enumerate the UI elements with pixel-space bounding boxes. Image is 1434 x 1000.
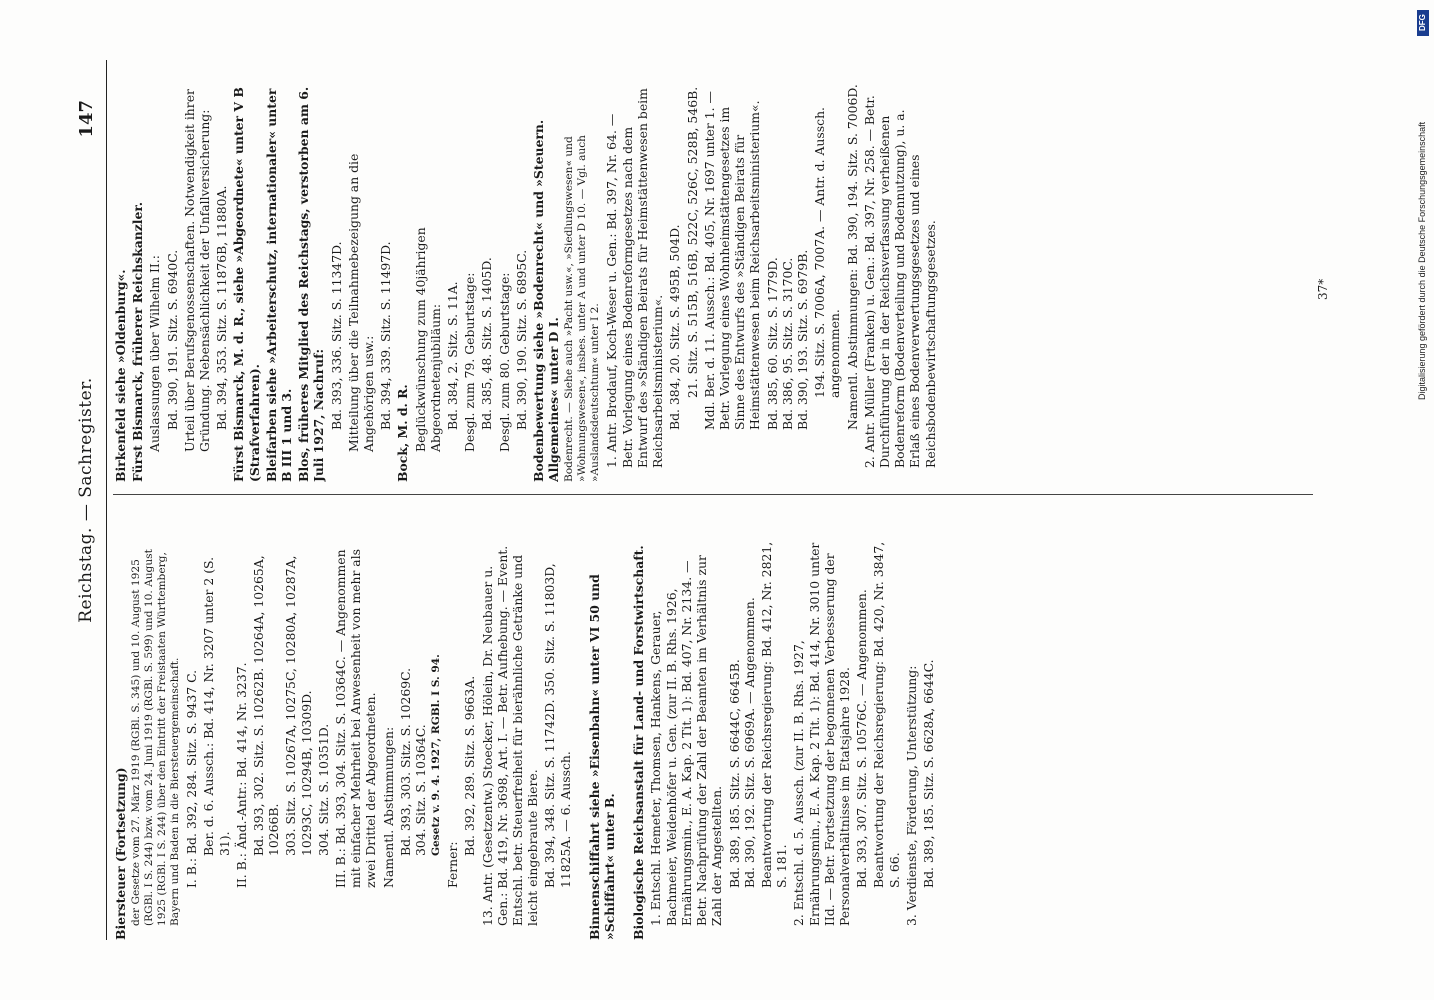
right-column-entry: Urteil über Berufsgenossenschaften. Notwendigkeit ihrer Gründung. Nebensächlichkeit der Unfallversicherung: bbox=[181, 89, 213, 452]
running-head bbox=[76, 0, 106, 1000]
dfg-logo-icon: DFG bbox=[1417, 10, 1429, 36]
signature-mark: 37* bbox=[1316, 278, 1330, 300]
left-column-entry: Ferner: bbox=[445, 841, 461, 888]
left-column-headword: Biersteuer (Fortsetzung) bbox=[113, 767, 128, 940]
left-column-entry: II. B.: Änd.-Antr.: Bd. 414, Nr. 3237. bbox=[233, 662, 249, 888]
right-column-headword: Bleifarben siehe »Arbeiterschutz, internationaler« unter B III 1 und 3. bbox=[263, 88, 295, 482]
right-column-entry: Bd. 390, 191. Sitz. S. 6940C. bbox=[164, 249, 180, 430]
left-column-entry: III. B.: Bd. 393, 304. Sitz. S. 10364C. — Angenommen mit einfacher Mehrheit bei Anwesenheit von mehr als zwei Drittel der Abgeordneten. bbox=[333, 548, 379, 888]
right-column-headword: Fürst Bismarck, früherer Reichskanzler. bbox=[130, 201, 146, 482]
left-column-entry: I. B.: Bd. 392, 284. Sitz. S. 9437 C. bbox=[184, 669, 200, 888]
right-column-entry: 1. Antr. Brodauf, Koch-Weser u. Gen.: Bd. 397, Nr. 64. — Betr. Vorlegung eines Bodenreformgesetzes nach dem Entwurf des »Ständigen Beirats für Heimstättenwesen beim Reichsarbeitsministerium«. bbox=[604, 88, 666, 468]
left-column-entry: 1. Entschl. Hemeter, Thomsen, Hankens, Gerauer, Bachmeier, Weidenhöfer u. Gen. (zur II. B. Rhs. 1926, Ernährungsmin., E. A. Kap. 2 Tit. 1): Bd. 407, Nr. 2134. — Betr. Nachprüfung der Zahl der Beamten im Verhältnis zur Zahl der Angestellten. bbox=[648, 555, 725, 926]
column-divider bbox=[113, 494, 1313, 495]
spacer bbox=[575, 540, 585, 940]
left-column-headword: Biologische Reichsanstalt für Land- und Forstwirtschaft. bbox=[631, 545, 647, 940]
left-column-entry: 304. Sitz. S. 10351D. bbox=[315, 723, 331, 856]
left-column-entry: Gesetz v. 9. 4. 1927, RGBl. I S. 94. bbox=[430, 654, 443, 856]
left-column-entry: 2. Entschl. d. 5. Aussch. (zur II. B. Rhs. 1927, Ernährungsmin., E. A. Kap. 2 Tit. 1): Bd. 414, Nr. 3010 unter IId. — Betr. Fortsetzung der begonnenen Verbesserung der Personalverhältnisse im Etatsjahre 1928. bbox=[791, 542, 852, 926]
right-column-entry: Bd. 384, 20. Sitz. S. 495B, 504D. bbox=[667, 224, 683, 430]
right-column bbox=[113, 82, 1333, 482]
left-column-entry: Ber. d. 6. Aussch.: Bd. 414, Nr. 3207 unter 2 (S. 31). bbox=[201, 556, 232, 856]
page-number: 147 bbox=[76, 100, 97, 138]
right-column-headword: Fürst Bismarck, M. d. R., siehe »Abgeordnete« unter V B (Strafverfahren). bbox=[231, 87, 262, 482]
right-column-entry: 21. Sitz. S. 515B, 516B, 522C, 526C, 528B, 546B. bbox=[684, 86, 700, 398]
right-column-entry: Bodenrecht. — Siehe auch »Pacht usw.«, »Siedlungswesen« und »Wohnungswesen«, insbes. unter A und unter D 10. — Vgl. auch »Auslandsdeutschtum« unter I 2. bbox=[563, 135, 602, 482]
funding-note: Digitalisierung gefördert durch die Deutsche Forschungsgemeinschaft bbox=[1417, 121, 1427, 400]
right-column-entry: Auslassungen über Wilhelm II.: bbox=[147, 255, 163, 452]
right-column-entry: 194. Sitz. S. 7006A, 7007A. — Antr. d. Aussch. angenommen. bbox=[812, 107, 843, 398]
right-column-headword: Bock, M. d. R. bbox=[395, 384, 411, 482]
right-column-entry: Namentl. Abstimmungen: Bd. 390, 194. Sitz. S. 7006D. bbox=[844, 84, 860, 430]
right-column-entry: Desgl. zum 80. Geburtstage: bbox=[496, 272, 512, 452]
right-column-entry: Bd. 384, 2. Sitz. S. 11A. bbox=[445, 281, 461, 430]
left-column-entry: Bd. 393, 302. Sitz. S. 10262B. 10264A, 10265A, 10266B. bbox=[251, 555, 282, 856]
right-column-entry: Desgl. zum 79. Geburtstage: bbox=[462, 272, 478, 452]
left-column-entry: Beantwortung der Reichsregierung: Bd. 412, Nr. 2821, S. 181. bbox=[758, 541, 790, 888]
left-column-entry: der Gesetze vom 27. März 1919 (RGBl. S. 345) und 10. August 1925 (RGBl. I S. 244) bzw. vom 24. Juni 1919 (RGBl. S. 599) und 10. August 1925 (RGBl. I S. 244) über den Eintritt der Freistaaten Württemberg, Bayern und Baden in die Biersteuergemeinschaft. bbox=[130, 549, 182, 926]
left-column-entry: 13. Antr. (Gesetzentw.) Stoecker, Hölein, Dr. Neubauer u. Gen.: Bd. 419, Nr. 3698, Art. I. — Betr. Aufhebung. — Event. Entschl. betr. Steuerfreiheit für bierähnliche Getränke und leicht eingebraute Biere. bbox=[479, 545, 541, 926]
right-column-headword: Blos, früheres Mitglied des Reichstags, verstorben am 6. Juli 1927, Nachruf: bbox=[296, 86, 327, 482]
right-column-headword: Birkenfeld siehe »Oldenburg«. bbox=[113, 269, 128, 482]
left-column-entry: Namentl. Abstimmungen: bbox=[380, 726, 396, 888]
right-column-entry: Mitteilung über die Teilnahmebezeigung an die Angehörigen usw.: bbox=[345, 153, 377, 452]
right-column-entry: Mdl. Ber. d. 11. Aussch.: Bd. 405, Nr. 1697 unter 1. — Betr. Vorlegung eines Wohnheimstättengesetzes im Sinne des Entwurfs des »Ständigen Beirats für Heimstättenwesen beim Reichsarbeitsministerium«. bbox=[701, 91, 763, 430]
right-column-entry: Bd. 394, 339. Sitz. S. 11497D. bbox=[378, 241, 394, 430]
left-column-entry: Bd. 389, 185. Sitz. S. 6628A, 6644C. bbox=[920, 659, 936, 888]
right-column-entry: Bd. 385, 48. Sitz. S. 1405D. bbox=[479, 257, 495, 430]
left-column-entry: Bd. 392, 289. Sitz. S. 9663A. bbox=[462, 675, 478, 856]
right-column-entry: Beglückwünschung zum 40jährigen Abgeordnetenjubiläum: bbox=[412, 227, 443, 452]
left-column-entry: Bd. 393, 303. Sitz. S. 10269C. 304. Sitz. S. 10364C. bbox=[397, 667, 429, 856]
right-column-entry: Bd. 393, 336. Sitz. S. 11347D. bbox=[328, 241, 344, 430]
left-column-entry: Beantwortung der Reichsregierung: Bd. 420, Nr. 3847, S. 66. bbox=[871, 541, 902, 888]
right-column-entry: 2. Antr. Müller (Franken) u. Gen.: Bd. 397, Nr. 258. — Betr. Durchführung der in der Reichsverfassung verheißenen Bodenreform (Bodenverteilung und Bodennutzung), u. a. Erlaß eines Bodenverwertungsgesetzes und eines Reichsbodenbewirtschaftungsgesetzes. bbox=[861, 95, 938, 468]
spacer bbox=[619, 540, 629, 940]
right-column-headword: Bodenbewertung siehe »Bodenrecht« und »Steuern. Allgemeines« unter D I. bbox=[531, 119, 562, 482]
left-column-entry: Bd. 394, 348. Sitz. S. 11742D. 350. Sitz. S. 11803D, 11825A. — 6. Aussch. bbox=[542, 563, 573, 888]
left-column-entry: 3. Verdienste, Förderung, Unterstützung: bbox=[903, 665, 919, 926]
left-column-entry: Bd. 389, 185. Sitz. S. 6644C, 6645B. Bd. 390, 192. Sitz. S. 6969A. — Angenommen. bbox=[726, 597, 757, 888]
right-column-entry: Bd. 385, 60. Sitz. S. 1779D. Bd. 386, 95. Sitz. S. 3170C. Bd. 390, 193. Sitz. S. 6979B. bbox=[764, 249, 810, 430]
right-column-entry: Bd. 390, 190. Sitz. S. 6895C. bbox=[513, 249, 529, 430]
header-rule bbox=[106, 60, 107, 940]
page-title: Reichstag. — Sachregister. bbox=[76, 377, 96, 623]
right-column-entry: Bd. 394, 353. Sitz. S. 11876B, 11880A. bbox=[214, 185, 230, 430]
left-column bbox=[113, 540, 1333, 940]
left-column-entry: 303. Sitz. S. 10267A, 10275C, 10280A, 10287A, 10293C, 10294B, 10309D. bbox=[283, 555, 314, 856]
left-column-entry: Bd. 393, 307. Sitz. S. 10576C. — Angenommen. bbox=[854, 589, 870, 888]
left-column-headword: Binnenschiffahrt siehe »Eisenbahn« unter VI 50 und »Schiffahrt« unter B. bbox=[586, 574, 618, 940]
